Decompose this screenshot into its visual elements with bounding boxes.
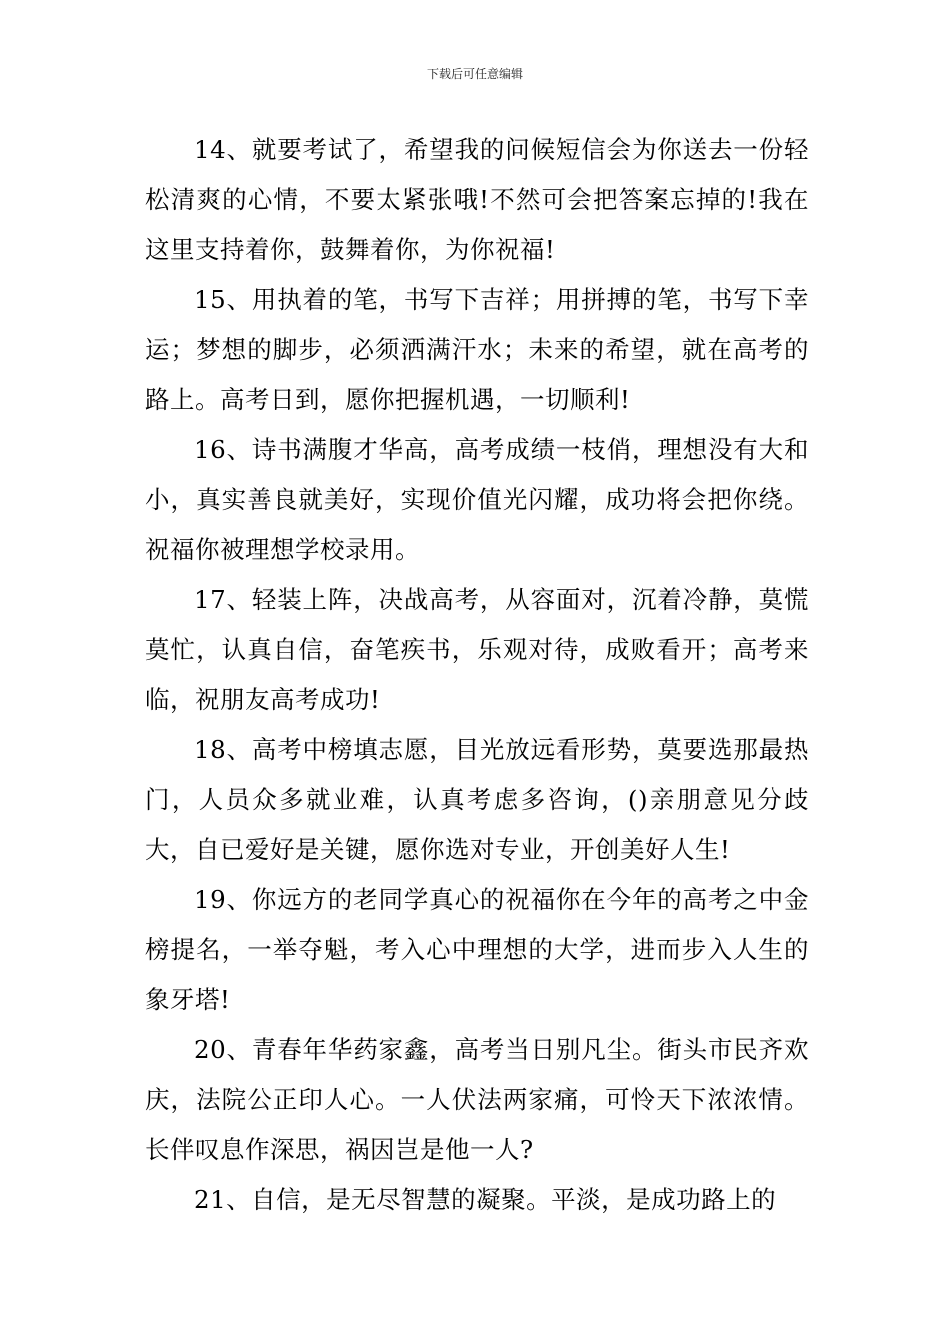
- paragraph-19: 19、你远方的老同学真心的祝福你在今年的高考之中金榜提名，一举夺魁，考入心中理想的大学，进而步入人生的象牙塔!: [145, 885, 809, 1014]
- page-header: 下载后可任意编辑: [426, 67, 523, 81]
- document-body: [145, 125, 809, 1225]
- paragraph-17: 17、轻装上阵，决战高考，从容面对，沉着冷静，莫慌莫忙，认真自信，奋笔疾书，乐观对待，成败看开；高考来临，祝朋友高考成功!: [145, 585, 809, 714]
- paragraph-15: 15、用执着的笔，书写下吉祥；用拼搏的笔，书写下幸运；梦想的脚步，必须洒满汗水；未来的希望，就在高考的路上。高考日到，愿你把握机遇，一切顺利!: [145, 285, 809, 414]
- paragraph-14: 14、就要考试了，希望我的问候短信会为你送去一份轻松清爽的心情，不要太紧张哦!不然可会把答案忘掉的!我在这里支持着你，鼓舞着你，为你祝福!: [145, 135, 809, 264]
- paragraph-16: 16、诗书满腹才华高，高考成绩一枝俏，理想没有大和小，真实善良就美好，实现价值光闪耀，成功将会把你绕。祝福你被理想学校录用。: [145, 435, 809, 564]
- paragraph-18: 18、高考中榜填志愿，目光放远看形势，莫要选那最热门，人员众多就业难，认真考虑多咨询，()亲朋意见分歧大，自已爱好是关键，愿你选对专业，开创美好人生!: [145, 735, 809, 864]
- paragraph-21: 21、自信，是无尽智慧的凝聚。平淡，是成功路上的: [194, 1185, 777, 1214]
- paragraph-20: 20、青春年华药家鑫，高考当日别凡尘。街头市民齐欢庆，法院公正印人心。一人伏法两家痛，可怜天下浓浓情。长伴叹息作深思，祸因岂是他一人?: [145, 1035, 809, 1164]
